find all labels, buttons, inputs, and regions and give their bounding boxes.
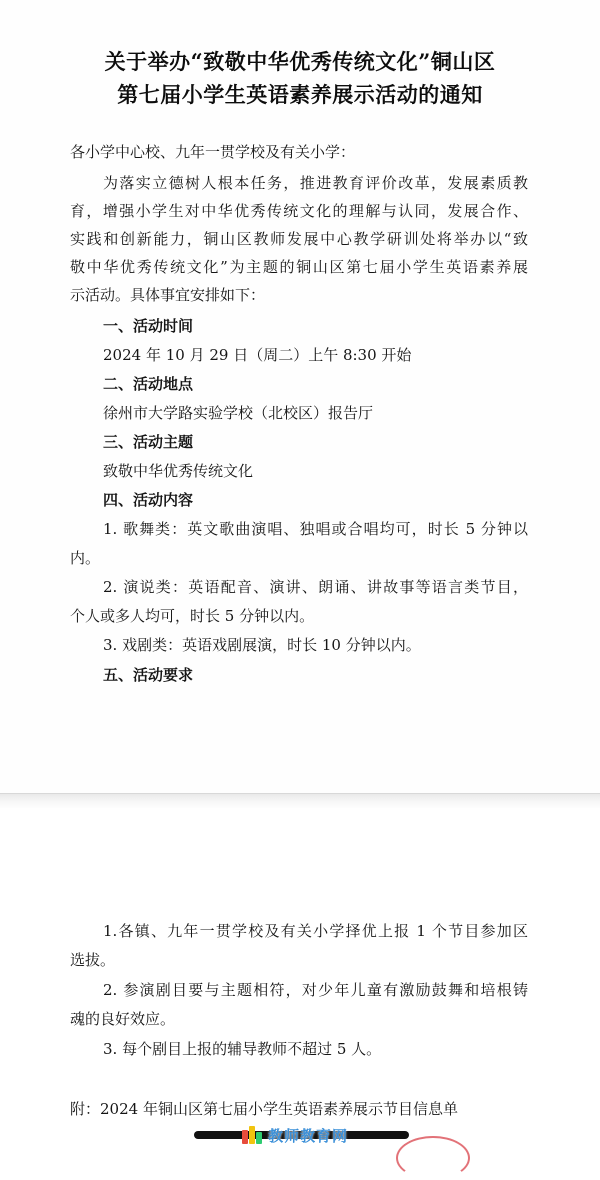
- section-heading-content: 四、活动内容: [103, 491, 194, 509]
- section-text-theme: 致敬中华优秀传统文化: [103, 462, 254, 480]
- requirement-line: 选拔。: [70, 951, 116, 969]
- content-item: 内。: [70, 549, 101, 567]
- content-item: 个人或多人均可，时长 5 分钟以内。: [70, 607, 315, 625]
- requirement-line: 1.各镇、九年一贯学校及有关小学择优上报 1 个节目参加区: [103, 922, 528, 940]
- section-text-time: 2024 年 10 月 29 日（周二）上午 8:30 开始: [103, 346, 412, 364]
- intro-line: 为落实立德树人根本任务，推进教育评价改革，发展素质教: [103, 174, 528, 192]
- section-heading-theme: 三、活动主题: [103, 433, 194, 451]
- intro-line: 实践和创新能力，铜山区教师发展中心教学研训处将举办以“致: [70, 230, 528, 248]
- content-item: 3. 戏剧类：英语戏剧展演，时长 10 分钟以内。: [103, 636, 421, 654]
- document-title-line-2: 第七届小学生英语素养展示活动的通知: [117, 82, 483, 107]
- section-text-location: 徐州市大学路实验学校（北校区）报告厅: [103, 404, 374, 422]
- official-stamp: [396, 1136, 470, 1180]
- document-page-2: [0, 808, 600, 1153]
- document-title-line-1: 关于举办“致敬中华优秀传统文化”铜山区: [104, 49, 496, 74]
- requirement-line: 3. 每个剧目上报的辅导教师不超过 5 人。: [103, 1040, 382, 1058]
- requirement-line: 魂的良好效应。: [70, 1010, 176, 1028]
- page-separator: [0, 793, 600, 809]
- content-item: 2. 演说类：英语配音、演讲、朗诵、讲故事等语言类节目，: [103, 578, 528, 596]
- intro-line: 示活动。具体事宜安排如下：: [70, 286, 266, 304]
- section-heading-requirements: 五、活动要求: [103, 666, 194, 684]
- section-heading-location: 二、活动地点: [103, 375, 194, 393]
- salutation: 各小学中心校、九年一贯学校及有关小学：: [70, 143, 356, 161]
- watermark-text: 教师教育网: [268, 1126, 349, 1145]
- site-watermark: [242, 1124, 348, 1146]
- attachment-note: 附：2024 年铜山区第七届小学生英语素养展示节目信息单: [70, 1100, 458, 1118]
- requirement-line: 2. 参演剧目要与主题相符，对少年儿童有激励鼓舞和培根铸: [103, 981, 528, 999]
- books-icon: [242, 1126, 264, 1144]
- section-heading-time: 一、活动时间: [103, 317, 194, 335]
- content-item: 1. 歌舞类：英文歌曲演唱、独唱或合唱均可，时长 5 分钟以: [103, 520, 528, 538]
- intro-line: 敬中华优秀传统文化”为主题的铜山区第七届小学生英语素养展: [70, 258, 528, 276]
- intro-line: 育，增强小学生对中华优秀传统文化的理解与认同，发展合作、: [70, 202, 528, 220]
